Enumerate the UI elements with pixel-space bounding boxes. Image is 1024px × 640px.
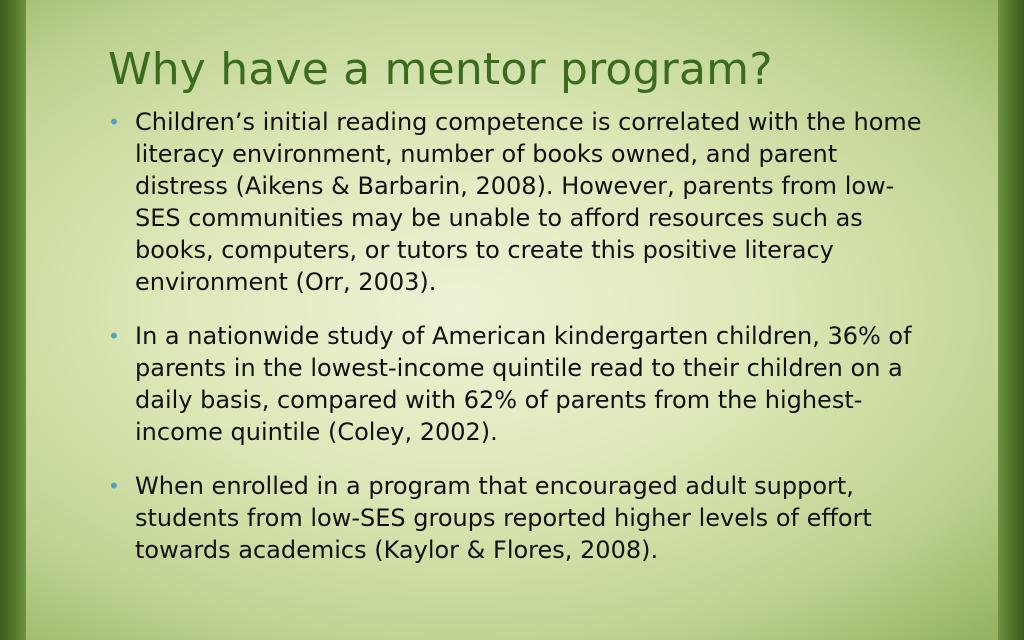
bullet-item-reading-competence (108, 106, 928, 298)
bullet-dot-icon: • (108, 324, 120, 348)
bullet-text: Children’s initial reading competence is correlated with the home literacy environment, number of books owned, and parent distress (Aikens & Barbarin, 2008). However, parents from low-SES communities may be unable to afford resources such as books, computers, or tutors to create this positive literacy environment (Orr, 2003). (135, 108, 922, 296)
bullet-list (108, 106, 928, 588)
left-edge-bar (0, 0, 26, 640)
bullet-item-adult-support (108, 470, 928, 566)
right-edge-bar (998, 0, 1024, 640)
bullet-text: When enrolled in a program that encouraged adult support, students from low-SES groups reported higher levels of effort towards academics (Kaylor & Flores, 2008). (135, 472, 872, 564)
slide-title: Why have a mentor program? (108, 44, 773, 95)
bullet-dot-icon: • (108, 474, 120, 498)
bullet-dot-icon: • (108, 110, 120, 134)
bullet-text: In a nationwide study of American kindergarten children, 36% of parents in the lowest-income quintile read to their children on a daily basis, compared with 62% of parents from the highest-income quintile (Coley, 2002). (135, 322, 912, 446)
bullet-item-nationwide-study (108, 320, 928, 448)
